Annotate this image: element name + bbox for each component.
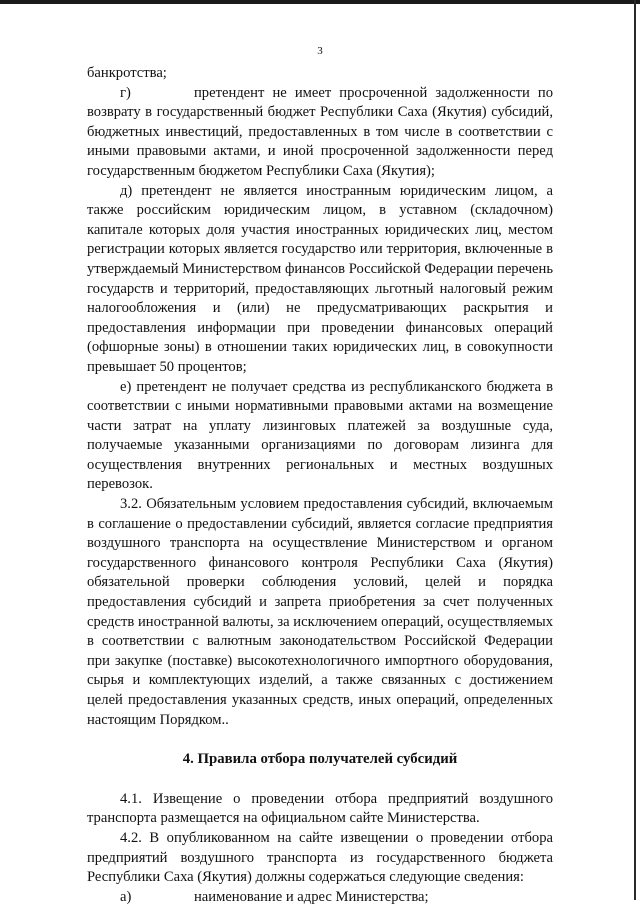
paragraph-item-g [87, 84, 553, 182]
scan-top-border [0, 0, 640, 4]
item-label-a: а) [120, 888, 132, 905]
section-heading: 4. Правила отбора получателей субсидий [182, 751, 458, 768]
paragraph-bankruptcy-end: банкротства; [87, 65, 167, 81]
paragraph-item-e: е) претендент не получает средства из республиканского бюджета в соответствии с иными нормативными правовыми актами на возмещение части затрат на уплату лизинговых платежей за воздушные суда, получаемые указанными организациями по договорам лизинга для осуществления внутренних региональных и местных воздушных перевозок. [87, 378, 553, 493]
paragraph-item-a-text: наименование и адрес Министерства; [194, 888, 429, 905]
item-label-g: г) [120, 84, 131, 101]
paragraph-4-1: 4.1. Извещение о проведении отбора предприятий воздушного транспорта размещается на официальном сайте Министерства. [87, 790, 553, 827]
scan-right-border [634, 0, 636, 900]
document-body [87, 64, 553, 907]
paragraph-item-a [87, 888, 553, 907]
page-number: 3 [317, 45, 323, 57]
paragraph-item-d: д) претендент не является иностранным юридическим лицом, а также российским юридическим лицом, в уставном (складочном) капитале которых доля участия иностранных юридических лиц, местом регистрации которых является государство или территория, включенные в утверждаемый Министерством финансов Российской Федерации перечень государств и территорий, предоставляющих льготный налоговый режим налогообложения и (или) не предусматривающих раскрытия и предоставления информации при проведении финансовых операций (офшорные зоны) в отношении таких юридических лиц, в совокупности превышает 50 процентов; [87, 182, 553, 375]
paragraph-item-g-text: претендент не имеет просроченной задолженности по возврату в государственный бюджет Республики Саха (Якутия) субсидий, бюджетных инвестиций, предоставленных в том числе в соответствии с иными правовыми актами, и иной просроченной задолженности перед государственным бюджетом Республики Саха (Якутия); [87, 84, 553, 179]
paragraph-3-2: 3.2. Обязательным условием предоставления субсидий, включаемым в соглашение о предоставлении субсидий, является согласие предприятия воздушного транспорта на осуществление Министерством и органом государственного финансового контроля Республики Саха (Якутия) обязательной проверки соблюдения условий, целей и порядка предоставления субсидий и запрета приобретения за счет полученных средств иностранной валюты, за исключением операций, осуществляемых в соответствии с валютным законодательством Российской Федерации при закупке (поставке) высокотехнологичного импортного оборудования, сырья и комплектующих изделий, а также связанных с достижением целей предоставления указанных средств, иных операций, определенных настоящим Порядком.. [87, 496, 553, 728]
paragraph-4-2: 4.2. В опубликованном на сайте извещении о проведении отбора предприятий воздушного транспорта из государственного бюджета Республики Саха (Якутия) должны содержаться следующие сведения: [87, 829, 553, 886]
